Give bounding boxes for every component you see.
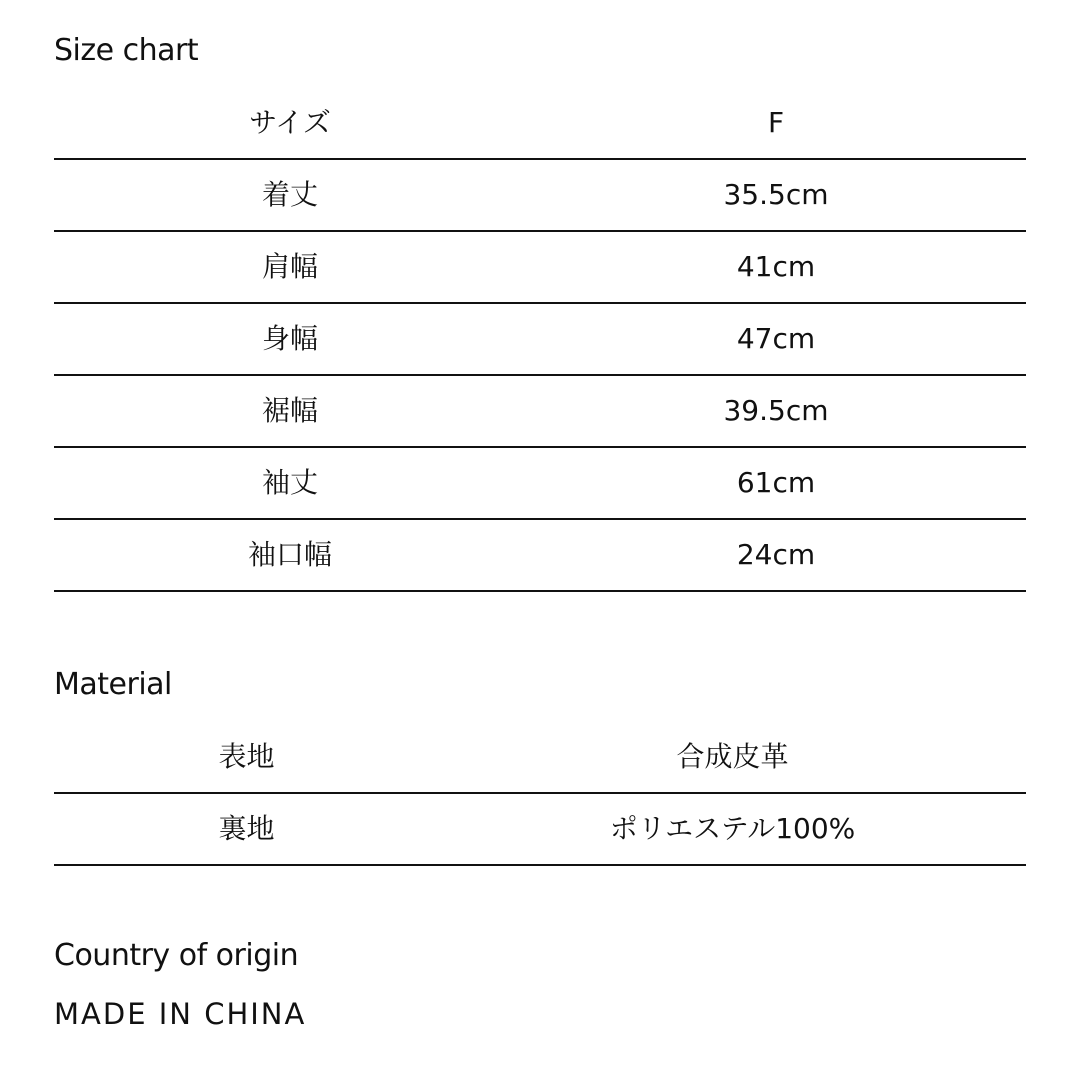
size-chart-header-row: [54, 88, 1026, 160]
row-value: 合成皮革: [676, 740, 789, 773]
material-table: [54, 722, 1026, 866]
table-row: [54, 794, 1026, 866]
table-row: [54, 304, 1026, 376]
size-header-value: F: [767, 106, 785, 139]
row-value: ポリエステル100%: [609, 812, 856, 845]
row-value: 47cm: [736, 322, 816, 355]
row-value: 39.5cm: [723, 394, 829, 427]
row-value: 61cm: [736, 466, 816, 499]
table-row: [54, 376, 1026, 448]
size-chart-table: [54, 88, 1026, 592]
origin-value: MADE IN CHINA: [54, 997, 307, 1031]
size-chart-title: Size chart: [54, 33, 199, 68]
row-label: 裾幅: [261, 394, 318, 427]
row-label: 表地: [218, 740, 275, 773]
material-title: Material: [54, 667, 172, 702]
row-label: 袖口幅: [247, 538, 332, 571]
origin-title: Country of origin: [54, 938, 299, 973]
row-label: 袖丈: [261, 466, 318, 499]
row-label: 裏地: [218, 812, 275, 845]
row-value: 35.5cm: [723, 178, 829, 211]
table-row: [54, 448, 1026, 520]
size-header-label: サイズ: [249, 106, 331, 139]
row-label: 身幅: [261, 322, 318, 355]
row-label: 肩幅: [261, 250, 318, 283]
row-value: 41cm: [736, 250, 816, 283]
table-row: [54, 232, 1026, 304]
table-row: [54, 722, 1026, 794]
table-row: [54, 520, 1026, 592]
row-value: 24cm: [736, 538, 816, 571]
row-label: 着丈: [261, 178, 318, 211]
table-row: [54, 160, 1026, 232]
